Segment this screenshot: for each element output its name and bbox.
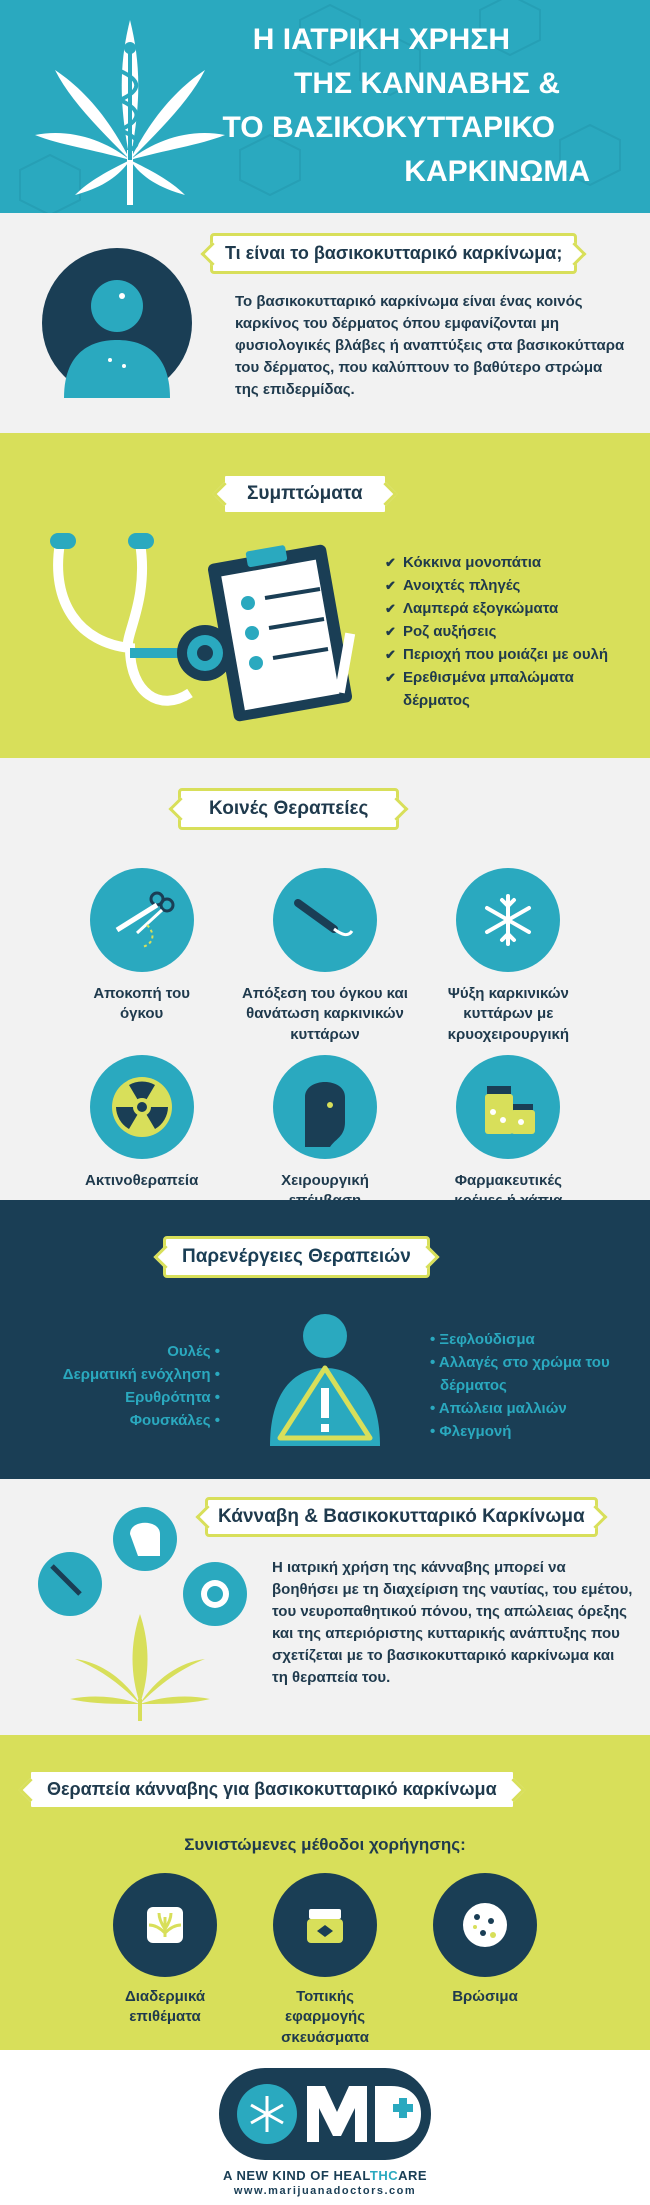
cookie-icon bbox=[433, 1873, 537, 1977]
title-line: Η ΙΑΤΡΙΚΗ ΧΡΗΣΗ bbox=[252, 23, 510, 56]
title-line: ΚΑΡΚΙΝΩΜΑ bbox=[404, 155, 590, 188]
list-item: Φουσκάλες • bbox=[129, 1412, 220, 1429]
title-line: ΤΟ ΒΑΣΙΚΟΚΥΤΤΑΡΙΚΟ bbox=[222, 111, 555, 144]
treatment-item bbox=[417, 868, 600, 1045]
treatments-heading-text: Κοινές Θεραπείες bbox=[209, 798, 369, 819]
header-banner bbox=[0, 0, 650, 213]
face-icon bbox=[273, 1055, 377, 1159]
cannabis-section bbox=[0, 1479, 650, 1735]
therapy-item bbox=[405, 1873, 565, 2048]
list-item: Ερυθρότητα • bbox=[125, 1389, 220, 1406]
warning-person-icon bbox=[260, 1306, 390, 1446]
treatments-heading bbox=[178, 788, 399, 830]
list-item: Ουλές • bbox=[167, 1343, 220, 1360]
treatment-label: Ακτινοθεραπεία bbox=[85, 1171, 199, 1189]
page-title bbox=[200, 18, 600, 194]
list-item: ✔ Ροζ αυξήσεις bbox=[385, 620, 635, 643]
side-effects-heading-text: Παρενέργειες Θεραπειών bbox=[182, 1246, 411, 1267]
treatment-label: Χειρουργική bbox=[281, 1171, 369, 1189]
treatments-section bbox=[0, 758, 650, 1200]
cannabis-heading-text: Κάνναβη & Βασικοκυτταρικό Καρκίνωμα bbox=[218, 1506, 585, 1527]
footer bbox=[0, 2050, 650, 2205]
list-item: ✔ Ανοιχτές πληγές bbox=[385, 574, 635, 597]
what-is-heading-text: Τι είναι το βασικοκυτταρικό καρκίνωμα; bbox=[225, 243, 563, 263]
cmd-logo-icon bbox=[215, 2064, 435, 2164]
what-is-section bbox=[0, 213, 650, 433]
person-silhouette-icon bbox=[42, 248, 192, 398]
footer-url[interactable]: www.marijuanadoctors.com bbox=[233, 2185, 417, 2197]
patch-icon bbox=[113, 1873, 217, 1977]
therapy-subheading: Συνιστώμενες μέθοδοι χορήγησης: bbox=[184, 1835, 466, 1854]
symptoms-list bbox=[385, 551, 635, 712]
radiation-icon bbox=[90, 1055, 194, 1159]
what-is-heading bbox=[210, 233, 577, 274]
cream-jar-icon bbox=[273, 1873, 377, 1977]
therapy-label: Τοπικής εφαρμογής σκευάσματα bbox=[281, 1988, 369, 2046]
treatment-label: Ψύξη καρκινικών κυττάρων με κρυοχειρουργική bbox=[447, 985, 570, 1043]
symptoms-heading-text: Συμπτώματα bbox=[247, 483, 363, 504]
stethoscope-clipboard-icon bbox=[40, 493, 380, 733]
list-item: ✔ Κόκκινα μονοπάτια bbox=[385, 551, 635, 574]
treatment-label: Φαρμακευτικές bbox=[454, 1171, 562, 1189]
list-item: ✔ Λαμπερά εξογκώματα bbox=[385, 597, 635, 620]
therapy-label: Βρώσιμα bbox=[452, 1988, 518, 2005]
pill-jar-icon bbox=[456, 1055, 560, 1159]
therapy-item bbox=[245, 1873, 405, 2048]
therapy-heading bbox=[28, 1769, 516, 1810]
footer-tagline: A NEW KIND OF HEALTHCARE bbox=[222, 2168, 428, 2183]
scissors-icon bbox=[90, 868, 194, 972]
treatment-item bbox=[233, 868, 416, 1045]
title-line: ΤΗΣ ΚΑΝΝΑΒΗΣ & bbox=[294, 67, 560, 100]
side-effects-left-list bbox=[63, 1340, 220, 1432]
treatment-label: Απόξεση του όγκου και θανάτωση καρκινικών κυττάρων bbox=[242, 985, 408, 1043]
therapy-section bbox=[0, 1735, 650, 2050]
symptoms-section bbox=[0, 433, 650, 758]
cannabis-body: Η ιατρική χρήση της κάνναβης μπορεί να βοηθήσει με τη διαχείριση της ναυτίας, του εμέτου, του νευροπαθητικού πόνου, της απώλειας όρεξης και της απεριόριστης κυτταρικής ανάπτυξης που σχετίζεται με το βασικοκυτταρικό καρκίνωμα και τη θεραπεία του. bbox=[272, 1559, 633, 1686]
list-item: Δερματική ενόχληση • bbox=[62, 1366, 220, 1383]
curette-icon bbox=[273, 868, 377, 972]
patient-avatar bbox=[42, 248, 192, 398]
list-item: ✔ Ερεθισμένα μπαλώματα δέρματος bbox=[385, 666, 635, 712]
therapy-item bbox=[85, 1873, 245, 2048]
side-effects-heading bbox=[163, 1236, 430, 1278]
list-item: • Φλεγμονή bbox=[430, 1423, 512, 1440]
list-item: • Απώλεια μαλλιών bbox=[430, 1400, 567, 1417]
cannabis-benefits-icon bbox=[30, 1494, 250, 1724]
treatment-label: Αποκοπή του όγκου bbox=[93, 985, 190, 1023]
list-item: ✔ Περιοχή που μοιάζει με ουλή bbox=[385, 643, 635, 666]
treatment-item bbox=[50, 868, 233, 1045]
side-effects-right-list bbox=[430, 1328, 640, 1443]
list-item: • Ξεφλούδισμα bbox=[430, 1331, 535, 1348]
cannabis-heading bbox=[205, 1497, 598, 1537]
what-is-body: Το βασικοκυτταρικό καρκίνωμα είναι ένας κοινός καρκίνος του δέρματος όπου εμφανίζονται μη φυσιολογικές βλάβες ή αναπτύξεις στα βασικοκύτταρα του δέρματος, που καλύπτουν το βαθύτερο στρώμα της επιδερμίδας. bbox=[235, 293, 625, 398]
snowflake-icon bbox=[456, 868, 560, 972]
therapy-label: Διαδερμικά επιθέματα bbox=[124, 1988, 206, 2026]
therapy-heading-text: Θεραπεία κάνναβης για βασικοκυτταρικό καρκίνωμα bbox=[47, 1779, 497, 1799]
list-item: • Αλλαγές στο χρώμα του δέρματος bbox=[430, 1354, 610, 1394]
side-effects-section bbox=[0, 1200, 650, 1479]
